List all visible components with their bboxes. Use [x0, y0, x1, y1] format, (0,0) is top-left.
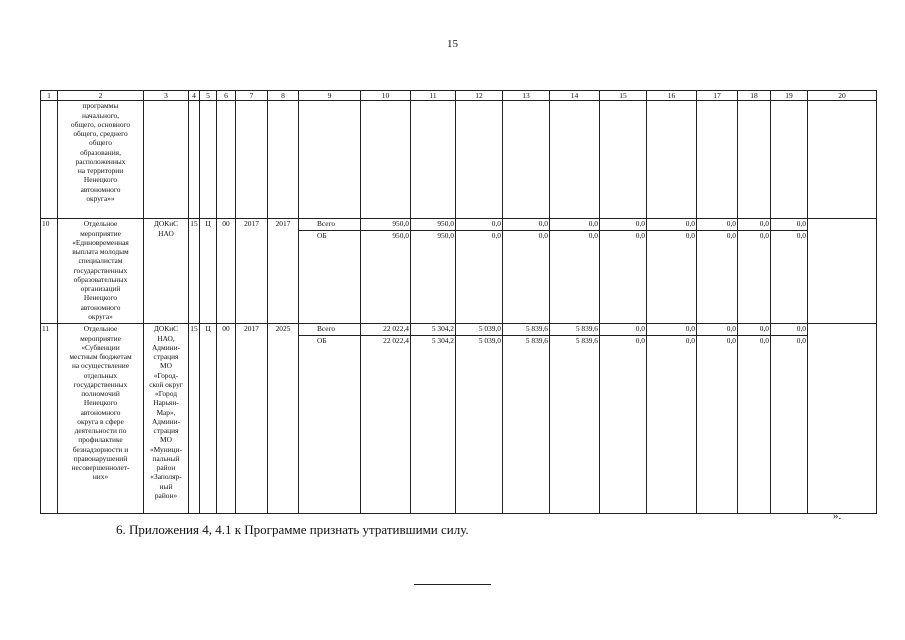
footer-rule — [414, 584, 491, 585]
value: 0,0 — [738, 324, 770, 336]
value: 0,0 — [738, 219, 770, 231]
value: 22 022,4 — [383, 336, 409, 346]
name-line: автономного — [80, 407, 121, 417]
name-line: местным бюджетам — [69, 352, 132, 362]
value: 0,0 — [491, 231, 501, 241]
value: 0,0 — [771, 219, 807, 231]
name-line: них» — [92, 472, 109, 482]
page-number: 15 — [447, 38, 458, 50]
source-label: Всего — [299, 219, 360, 231]
name-line: Ненецкого — [83, 398, 118, 408]
value: 0,0 — [759, 336, 769, 346]
executor-line: «Заполяр- — [150, 472, 182, 482]
header-cell: 20 — [808, 91, 877, 101]
value: 0,0 — [685, 231, 695, 241]
value-cell — [738, 219, 771, 324]
empty-cell — [503, 101, 550, 219]
value-cell — [550, 219, 600, 324]
value-cell — [647, 219, 697, 324]
empty-cell — [808, 324, 877, 514]
continuation-row — [41, 101, 877, 219]
code-cell-c6: 00 — [217, 324, 236, 514]
value: 0,0 — [538, 231, 548, 241]
empty-cell — [299, 101, 361, 219]
header-cell: 11 — [411, 91, 456, 101]
value-cell — [738, 324, 771, 514]
empty-cell — [236, 101, 268, 219]
name-line: программы — [82, 101, 119, 111]
header-cell: 16 — [647, 91, 697, 101]
executor-line: НАО — [158, 228, 174, 238]
header-cell: 12 — [456, 91, 503, 101]
executor-line: Админи- — [151, 342, 181, 352]
code-cell-c7: 2017 — [236, 219, 268, 324]
header-cell: 5 — [200, 91, 217, 101]
empty-cell — [41, 101, 58, 219]
executor-line: пальный — [152, 453, 180, 463]
name-line: округа в сфере — [77, 416, 124, 426]
header-row — [41, 91, 877, 101]
name-line: на территории — [77, 166, 124, 176]
header-cell: 4 — [189, 91, 200, 101]
value-cell — [697, 219, 738, 324]
name-line: полномочий — [81, 389, 120, 399]
executor — [144, 219, 189, 324]
value: 5 039,0 — [478, 336, 501, 346]
name-line: организаций — [80, 284, 121, 294]
executor-line: район» — [154, 490, 178, 500]
measure-name — [58, 219, 144, 324]
header-cell: 8 — [268, 91, 299, 101]
value: 5 304,2 — [411, 324, 455, 336]
value: 5 839,6 — [575, 336, 598, 346]
empty-cell — [647, 101, 697, 219]
value-cell — [456, 324, 503, 514]
value: 0,0 — [503, 219, 549, 231]
name-line: начального, — [81, 110, 120, 120]
value: 0,0 — [635, 336, 645, 346]
header-cell: 18 — [738, 91, 771, 101]
name-line: округа»» — [86, 193, 115, 203]
executor-line: МО — [160, 361, 172, 371]
header-cell: 13 — [503, 91, 550, 101]
program-table — [40, 90, 877, 514]
executor-line: страция — [153, 426, 179, 436]
funding-source — [299, 219, 361, 324]
name-line: профилактике — [78, 435, 123, 445]
code-cell-c5: Ц — [200, 324, 217, 514]
value: 0,0 — [588, 231, 598, 241]
code-cell-c8: 2017 — [268, 219, 299, 324]
code-cell-c4: 15 — [189, 324, 200, 514]
empty-cell — [600, 101, 647, 219]
header-cell: 10 — [361, 91, 411, 101]
header-cell: 15 — [600, 91, 647, 101]
executor-line: страция — [153, 352, 179, 362]
executor-line: ный — [159, 481, 173, 491]
empty-cell — [808, 219, 877, 324]
name-line: государственных — [73, 265, 128, 275]
executor-line: «Муници- — [149, 444, 183, 454]
name-line: выплата молодым — [72, 247, 129, 257]
header-cell: 1 — [41, 91, 58, 101]
value: 950,0 — [361, 219, 410, 231]
empty-cell — [217, 101, 236, 219]
empty-cell — [697, 101, 738, 219]
name-line: мероприятие — [80, 333, 121, 343]
empty-cell — [808, 101, 877, 219]
name-line: Ненецкого — [83, 293, 118, 303]
name-line: «Субвенции — [81, 342, 120, 352]
name-line: образовательных — [73, 274, 128, 284]
value: 0,0 — [550, 219, 599, 231]
name-line: мероприятие — [80, 228, 121, 238]
code-cell-c5: Ц — [200, 219, 217, 324]
name-line: государственных — [73, 379, 128, 389]
table-row — [41, 219, 877, 324]
name-line: автономного — [80, 184, 121, 194]
header-cell: 2 — [58, 91, 144, 101]
value: 0,0 — [796, 336, 806, 346]
executor-line: Нарьян- — [153, 398, 179, 408]
value-cell — [600, 324, 647, 514]
empty-cell — [361, 101, 411, 219]
name-line: на осуществление — [71, 361, 130, 371]
value-cell — [600, 219, 647, 324]
value: 0,0 — [635, 231, 645, 241]
value-cell — [456, 219, 503, 324]
measure-name — [58, 324, 144, 514]
executor-line: «Город — [155, 389, 177, 399]
empty-cell — [411, 101, 456, 219]
value: 0,0 — [647, 324, 696, 336]
header-cell: 9 — [299, 91, 361, 101]
executor — [144, 324, 189, 514]
executor-line: ской округ — [149, 379, 183, 389]
name-line: безнадзорности и — [72, 444, 129, 454]
empty-cell — [456, 101, 503, 219]
code-cell-c8: 2025 — [268, 324, 299, 514]
value-cell — [411, 324, 456, 514]
value: 22 022,4 — [361, 324, 410, 336]
source-label: Всего — [299, 324, 360, 336]
executor-line: НАО, — [157, 333, 175, 343]
value-cell — [361, 324, 411, 514]
value-cell — [771, 219, 808, 324]
value: 5 839,6 — [525, 336, 548, 346]
empty-cell — [268, 101, 299, 219]
value-cell — [411, 219, 456, 324]
name-line: Ненецкого — [83, 175, 118, 185]
name-line: округа» — [88, 311, 113, 321]
name-line: расположенных — [75, 156, 126, 166]
continuation-name-cell — [58, 101, 144, 219]
value: 0,0 — [600, 219, 646, 231]
executor-line: ДОКиС — [153, 324, 179, 334]
value: 0,0 — [697, 219, 737, 231]
value-cell — [550, 324, 600, 514]
value: 0,0 — [796, 231, 806, 241]
value: 0,0 — [771, 324, 807, 336]
value: 0,0 — [685, 336, 695, 346]
table-row — [41, 324, 877, 514]
name-line: отдельных — [83, 370, 118, 380]
name-line: «Единовременная — [72, 237, 129, 247]
value: 5 839,6 — [503, 324, 549, 336]
name-line: Отдельное — [83, 324, 118, 334]
executor-line: район — [156, 463, 176, 473]
value: 950,0 — [411, 219, 455, 231]
code-cell-c7: 2017 — [236, 324, 268, 514]
name-line: правонарушений — [73, 453, 128, 463]
closing-quote: ». — [833, 510, 842, 522]
source-label: ОБ — [317, 231, 327, 241]
name-line: Отдельное — [83, 219, 118, 229]
header-cell: 17 — [697, 91, 738, 101]
empty-cell — [189, 101, 200, 219]
name-line: образования, — [80, 147, 121, 157]
value: 950,0 — [392, 231, 409, 241]
value: 5 039,0 — [456, 324, 502, 336]
header-cell: 3 — [144, 91, 189, 101]
executor-line: Мар», — [156, 407, 176, 417]
row-number: 11 — [41, 324, 58, 514]
header-cell: 7 — [236, 91, 268, 101]
empty-cell — [200, 101, 217, 219]
header-cell: 19 — [771, 91, 808, 101]
executor-line: «Город- — [153, 370, 179, 380]
value: 5 839,6 — [550, 324, 599, 336]
value: 0,0 — [697, 324, 737, 336]
value-cell — [361, 219, 411, 324]
name-line: общего, среднего — [73, 129, 128, 139]
empty-cell — [738, 101, 771, 219]
name-line: автономного — [80, 302, 121, 312]
source-label: ОБ — [317, 336, 327, 346]
paragraph-text: 6. Приложения 4, 4.1 к Программе признать утратившими силу. — [116, 522, 469, 537]
executor-line: МО — [160, 435, 172, 445]
name-line: деятельности по — [74, 426, 127, 436]
header-cell: 14 — [550, 91, 600, 101]
executor-line: Админи- — [151, 416, 181, 426]
value: 0,0 — [600, 324, 646, 336]
code-cell-c6: 00 — [217, 219, 236, 324]
value: 0,0 — [647, 219, 696, 231]
name-line: общего, основного — [70, 119, 131, 129]
code-cell-c4: 15 — [189, 219, 200, 324]
value: 5 304,2 — [431, 336, 454, 346]
empty-cell — [771, 101, 808, 219]
value: 0,0 — [726, 231, 736, 241]
value: 0,0 — [726, 336, 736, 346]
name-line: специалистам — [78, 256, 123, 266]
value: 0,0 — [456, 219, 502, 231]
funding-source — [299, 324, 361, 514]
value-cell — [503, 219, 550, 324]
value: 950,0 — [437, 231, 454, 241]
value-cell — [647, 324, 697, 514]
name-line: несовершеннолет- — [71, 463, 130, 473]
row-number: 10 — [41, 219, 58, 324]
value: 0,0 — [759, 231, 769, 241]
value-cell — [697, 324, 738, 514]
value-cell — [503, 324, 550, 514]
empty-cell — [144, 101, 189, 219]
name-line: общего — [89, 138, 112, 148]
value-cell — [771, 324, 808, 514]
empty-cell — [550, 101, 600, 219]
header-cell: 6 — [217, 91, 236, 101]
executor-line: ДОКиС — [153, 219, 179, 229]
